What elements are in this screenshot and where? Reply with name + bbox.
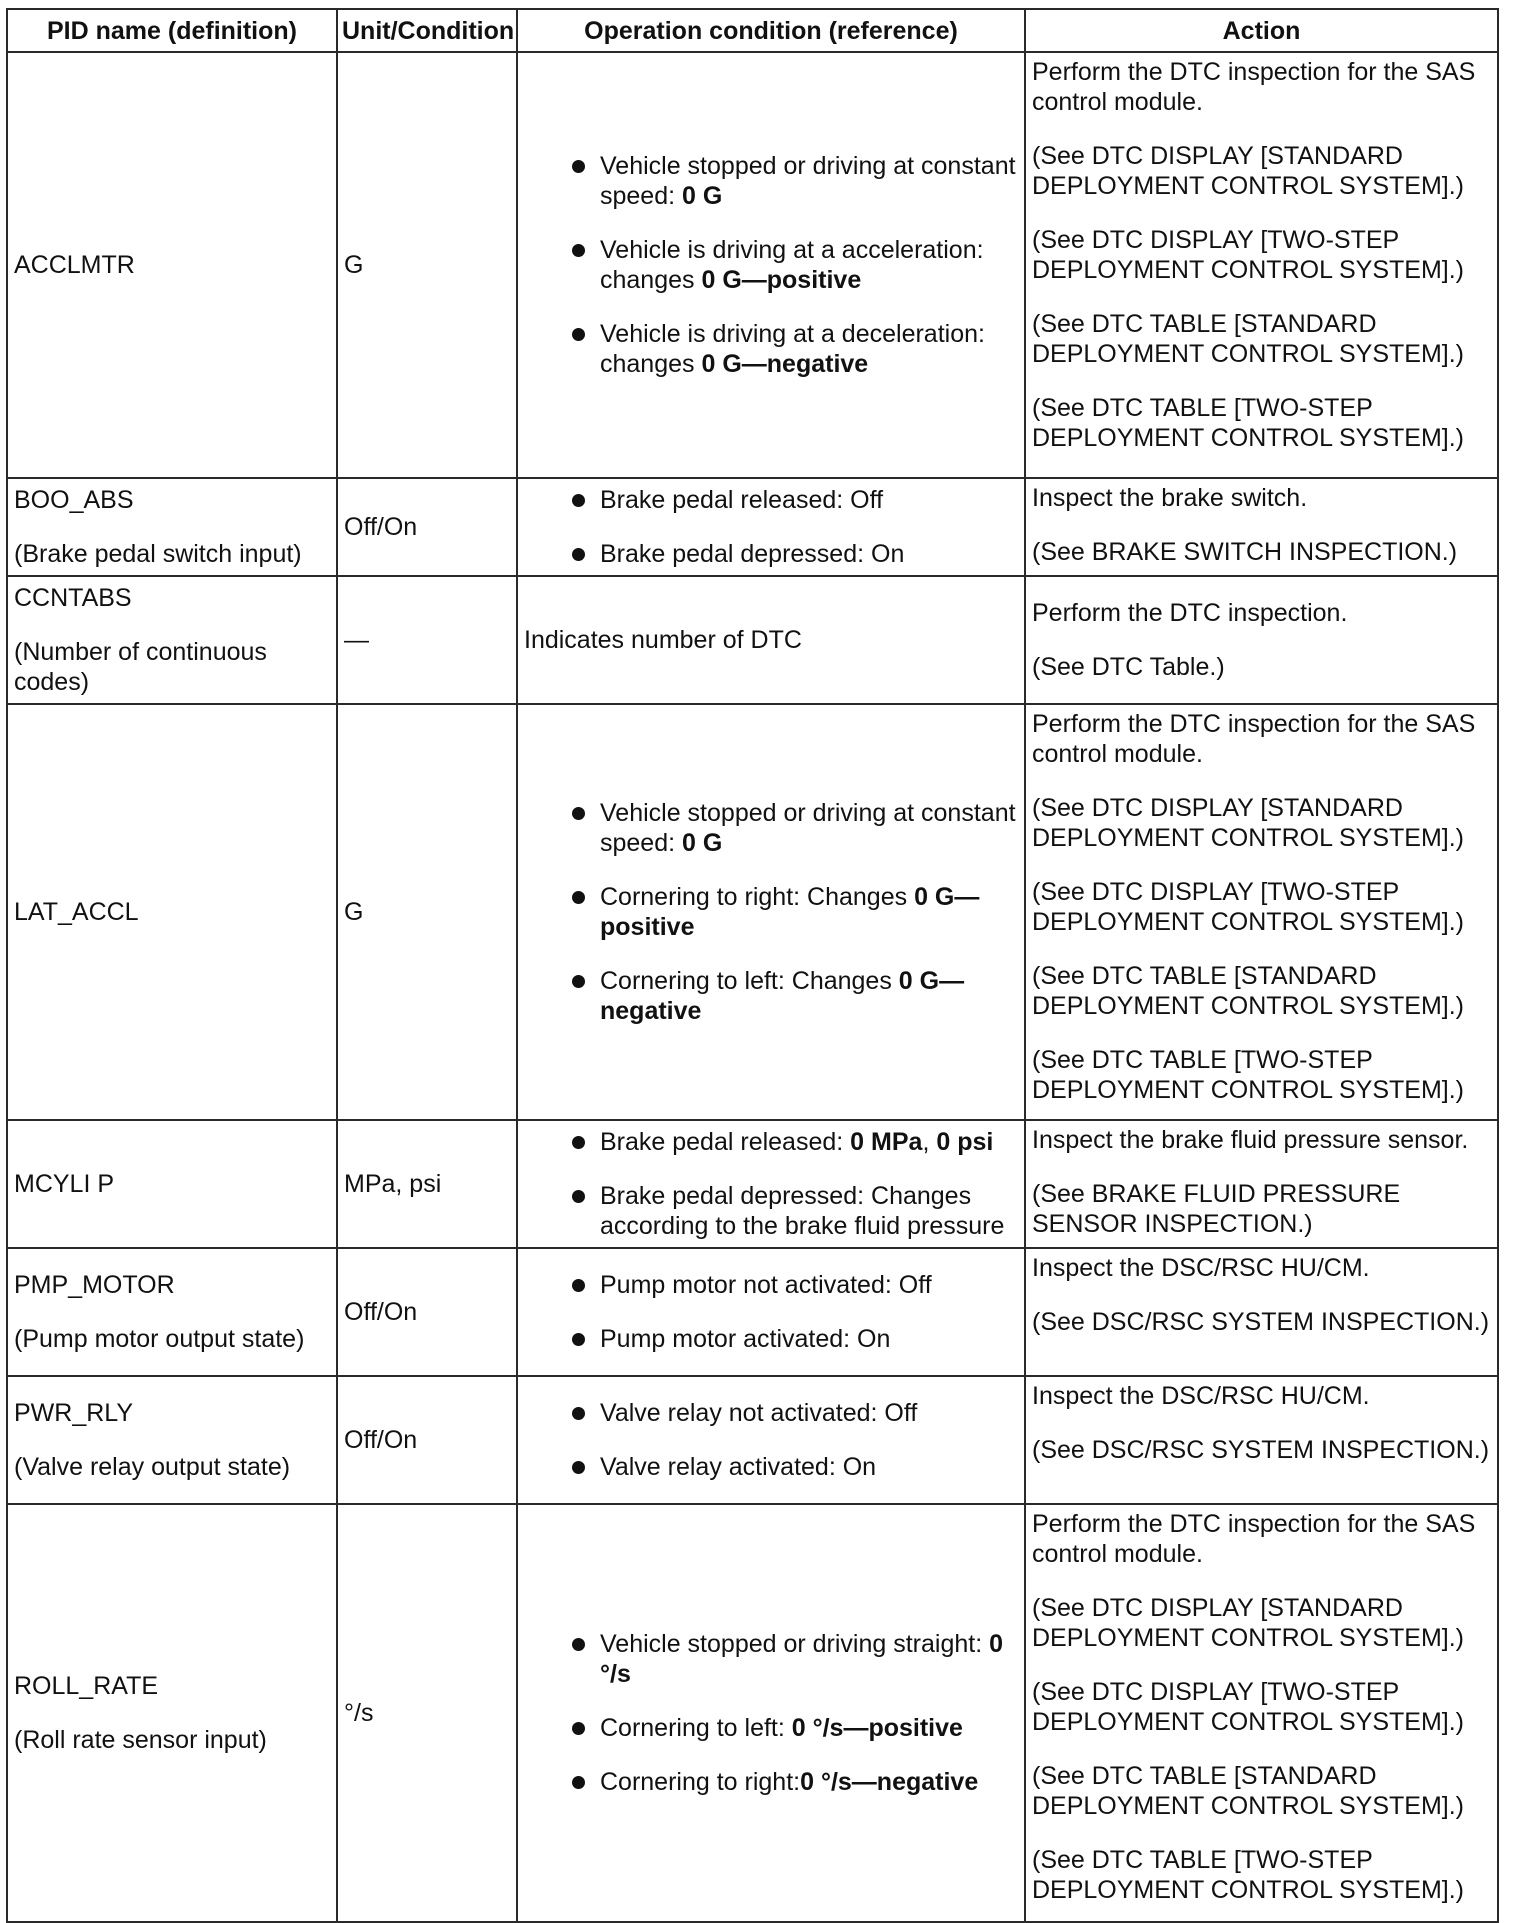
action-reference: (See DTC DISPLAY [STANDARD DEPLOYMENT CONTROL SYSTEM].)	[1032, 142, 1465, 200]
table-row	[7, 1504, 1498, 1922]
condition-cell	[517, 1376, 1025, 1504]
condition-item: Pump motor activated: On	[572, 1324, 1018, 1354]
action-cell	[1025, 52, 1498, 478]
action-reference: (See DTC DISPLAY [TWO-STEP DEPLOYMENT CONTROL SYSTEM].)	[1032, 1678, 1465, 1736]
action-text: Inspect the DSC/RSC HU/CM.	[1032, 1382, 1370, 1410]
action-text: Inspect the brake fluid pressure sensor.	[1032, 1126, 1469, 1154]
pid-name: PWR_RLY	[14, 1399, 134, 1427]
pid-name-cell	[7, 1376, 337, 1504]
action-cell	[1025, 576, 1498, 704]
pid-name-cell	[7, 1120, 337, 1248]
pid-table	[6, 8, 1499, 1923]
condition-cell: Indicates number of DTC	[517, 576, 1025, 704]
table-body	[7, 52, 1498, 1922]
action-reference: (See DTC TABLE [TWO-STEP DEPLOYMENT CONTROL SYSTEM].)	[1032, 1846, 1465, 1904]
action-text: Perform the DTC inspection.	[1032, 599, 1348, 627]
table-row	[7, 478, 1498, 576]
pid-name: LAT_ACCL	[14, 898, 139, 926]
condition-list	[524, 1270, 1018, 1354]
condition-item: Cornering to right: Changes 0 G—positive	[572, 882, 1018, 942]
pid-name: ACCLMTR	[14, 251, 135, 279]
condition-item: Valve relay not activated: Off	[572, 1398, 1018, 1428]
action-reference: (See DTC TABLE [STANDARD DEPLOYMENT CONTROL SYSTEM].)	[1032, 1762, 1465, 1820]
pid-definition: (Valve relay output state)	[14, 1453, 291, 1481]
action-cell	[1025, 1248, 1498, 1376]
unit-cell: Off/On	[337, 1248, 517, 1376]
action-cell	[1025, 1376, 1498, 1504]
action-cell	[1025, 478, 1498, 576]
action-reference: (See DTC TABLE [STANDARD DEPLOYMENT CONTROL SYSTEM].)	[1032, 310, 1465, 368]
condition-item: Vehicle stopped or driving at constant speed: 0 G	[572, 798, 1018, 858]
unit-cell: Off/On	[337, 478, 517, 576]
condition-item: Vehicle is driving at a acceleration: changes 0 G—positive	[572, 235, 1018, 295]
pid-definition: (Pump motor output state)	[14, 1325, 305, 1353]
action-text: Perform the DTC inspection for the SAS control module.	[1032, 58, 1476, 116]
action-cell	[1025, 704, 1498, 1120]
condition-item: Cornering to left: Changes 0 G—negative	[572, 966, 1018, 1026]
pid-name: BOO_ABS	[14, 486, 134, 514]
action-text: Inspect the brake switch.	[1032, 484, 1308, 512]
pid-name-cell	[7, 1248, 337, 1376]
condition-item: Vehicle stopped or driving straight: 0 °/s	[572, 1629, 1018, 1689]
pid-table-container	[6, 8, 1499, 1923]
condition-list	[524, 1629, 1018, 1797]
unit-cell: Off/On	[337, 1376, 517, 1504]
condition-item: Valve relay activated: On	[572, 1452, 1018, 1482]
condition-item: Cornering to left: 0 °/s—positive	[572, 1713, 1018, 1743]
condition-cell	[517, 704, 1025, 1120]
unit-cell: —	[337, 576, 517, 704]
pid-name: MCYLI P	[14, 1170, 115, 1198]
table-row	[7, 1376, 1498, 1504]
condition-list	[524, 1398, 1018, 1482]
action-reference: (See DSC/RSC SYSTEM INSPECTION.)	[1032, 1308, 1490, 1336]
condition-item: Brake pedal released: Off	[572, 485, 1018, 515]
action-reference: (See DSC/RSC SYSTEM INSPECTION.)	[1032, 1436, 1490, 1464]
pid-name-cell	[7, 52, 337, 478]
action-reference: (See DTC DISPLAY [TWO-STEP DEPLOYMENT CONTROL SYSTEM].)	[1032, 878, 1465, 936]
condition-item: Brake pedal released: 0 MPa, 0 psi	[572, 1127, 1018, 1157]
action-reference: (See DTC TABLE [STANDARD DEPLOYMENT CONTROL SYSTEM].)	[1032, 962, 1465, 1020]
pid-name-cell	[7, 576, 337, 704]
action-reference: (See DTC TABLE [TWO-STEP DEPLOYMENT CONTROL SYSTEM].)	[1032, 394, 1465, 452]
condition-cell	[517, 1504, 1025, 1922]
action-text: Perform the DTC inspection for the SAS control module.	[1032, 1510, 1476, 1568]
table-row	[7, 704, 1498, 1120]
table-row	[7, 1120, 1498, 1248]
header-operation-condition: Operation condition (reference)	[517, 9, 1025, 52]
pid-definition: (Brake pedal switch input)	[14, 540, 302, 568]
condition-cell	[517, 52, 1025, 478]
unit-cell: MPa, psi	[337, 1120, 517, 1248]
pid-name-cell	[7, 1504, 337, 1922]
header-unit-condition: Unit/Condition	[337, 9, 517, 52]
condition-list	[524, 798, 1018, 1026]
unit-cell: G	[337, 704, 517, 1120]
action-reference: (See DTC Table.)	[1032, 653, 1225, 681]
action-reference: (See DTC TABLE [TWO-STEP DEPLOYMENT CONTROL SYSTEM].)	[1032, 1046, 1465, 1104]
action-cell	[1025, 1504, 1498, 1922]
unit-cell: °/s	[337, 1504, 517, 1922]
pid-name: CCNTABS	[14, 584, 132, 612]
pid-name: PMP_MOTOR	[14, 1271, 175, 1299]
pid-definition: (Number of continuous codes)	[14, 638, 267, 696]
header-action: Action	[1025, 9, 1498, 52]
condition-item: Vehicle is driving at a deceleration: changes 0 G—negative	[572, 319, 1018, 379]
unit-cell: G	[337, 52, 517, 478]
action-text: Inspect the DSC/RSC HU/CM.	[1032, 1254, 1370, 1282]
table-row	[7, 1248, 1498, 1376]
condition-item: Brake pedal depressed: On	[572, 539, 1018, 569]
action-reference: (See DTC DISPLAY [TWO-STEP DEPLOYMENT CONTROL SYSTEM].)	[1032, 226, 1465, 284]
table-row	[7, 52, 1498, 478]
condition-list	[524, 151, 1018, 379]
action-reference: (See BRAKE SWITCH INSPECTION.)	[1032, 538, 1458, 566]
pid-name: ROLL_RATE	[14, 1672, 159, 1700]
condition-item: Cornering to right:0 °/s—negative	[572, 1767, 1018, 1797]
header-pid-name: PID name (definition)	[7, 9, 337, 52]
pid-name-cell	[7, 704, 337, 1120]
condition-item: Vehicle stopped or driving at constant speed: 0 G	[572, 151, 1018, 211]
condition-list	[524, 485, 1018, 569]
condition-cell	[517, 1248, 1025, 1376]
condition-item: Pump motor not activated: Off	[572, 1270, 1018, 1300]
pid-name-cell	[7, 478, 337, 576]
pid-definition: (Roll rate sensor input)	[14, 1726, 267, 1754]
header-row	[7, 9, 1498, 52]
table-row	[7, 576, 1498, 704]
condition-cell	[517, 478, 1025, 576]
action-reference: (See DTC DISPLAY [STANDARD DEPLOYMENT CONTROL SYSTEM].)	[1032, 794, 1465, 852]
condition-item: Brake pedal depressed: Changes according to the brake fluid pressure	[572, 1181, 1018, 1241]
action-text: Perform the DTC inspection for the SAS control module.	[1032, 710, 1476, 768]
condition-list	[524, 1127, 1018, 1241]
condition-cell	[517, 1120, 1025, 1248]
action-cell	[1025, 1120, 1498, 1248]
action-reference: (See BRAKE FLUID PRESSURE SENSOR INSPECTION.)	[1032, 1180, 1401, 1238]
action-reference: (See DTC DISPLAY [STANDARD DEPLOYMENT CONTROL SYSTEM].)	[1032, 1594, 1465, 1652]
